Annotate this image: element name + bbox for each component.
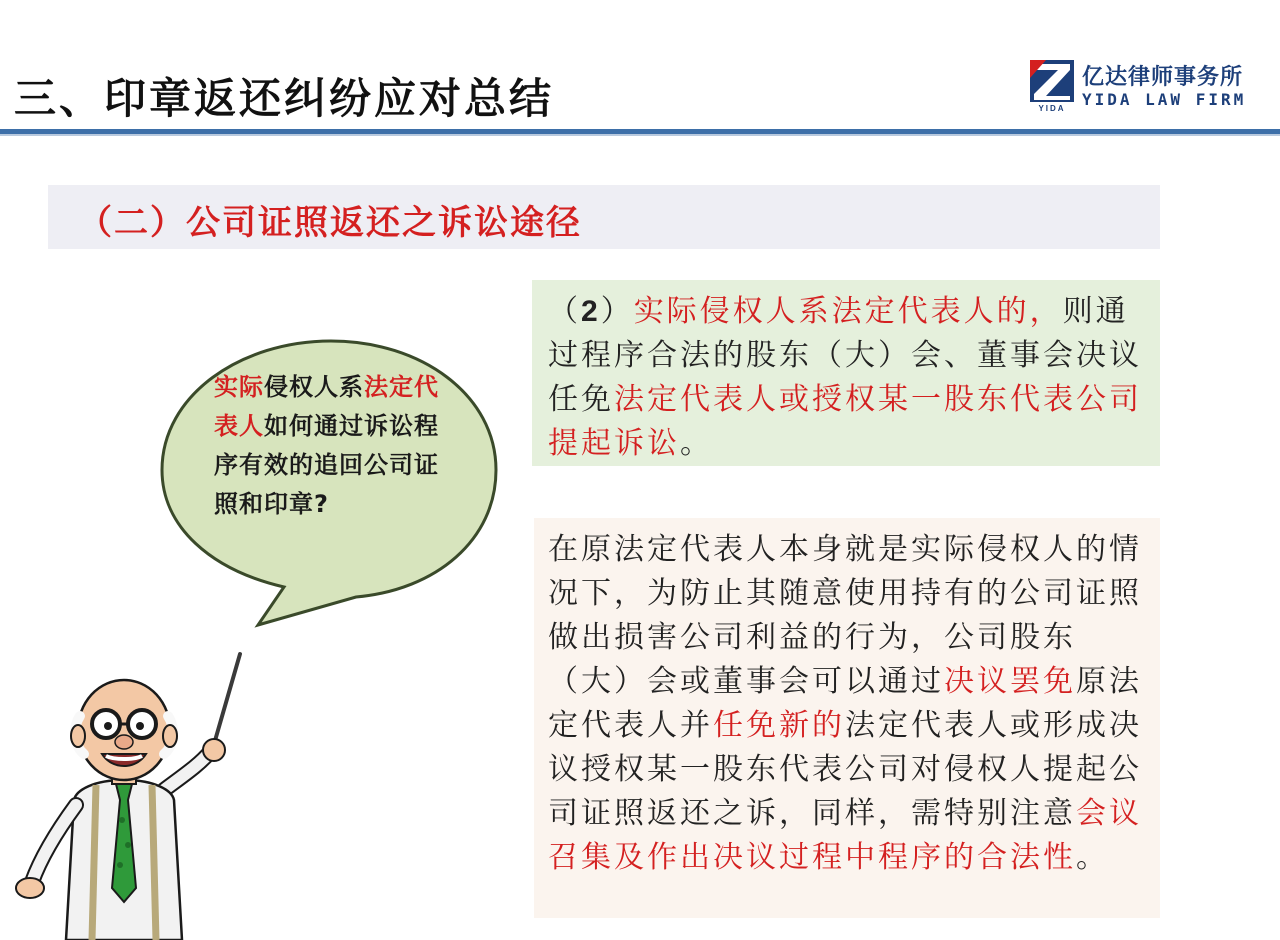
yida-logo-mark-icon [1030, 60, 1074, 112]
point-2-text-segment: 2 [581, 295, 601, 328]
bubble-text-segment: 实际 [214, 373, 264, 401]
explanation-text [548, 528, 1148, 880]
point-2-text-segment: 则通过程序合法的股东（大）会、董事会决议任免 [548, 294, 1142, 417]
explanation-text-segment: 原法定代表人并 [548, 664, 1142, 743]
logo-chinese-name: 亿达律师事务所 [1082, 65, 1244, 90]
firm-logo [1030, 58, 1270, 114]
point-2-text-segment: 。 [680, 426, 713, 461]
explanation-text-segment: 任免新的 [713, 708, 845, 743]
logo-english-name: YIDA LAW FIRM [1082, 90, 1247, 109]
bubble-text-segment: 如何通过诉讼程序有效的追回公司证照和印章? [214, 412, 439, 518]
teacher-with-pointer-illustration [14, 650, 254, 940]
bubble-text-segment: 法定代表人 [214, 373, 439, 440]
explanation-text-segment: 会议召集及作出决议过程中程序的合法性 [548, 796, 1142, 875]
explanation-text-segment: 决议罢免 [944, 664, 1076, 699]
explanation-text-segment: 法定代表人或形成决议授权某一股东代表公司对侵权人提起公司证照返还之诉，同样，需特别注意 [548, 708, 1142, 831]
explanation-box [534, 518, 1160, 918]
header-divider-shadow [0, 134, 1280, 136]
point-2-text-segment: （ [548, 294, 581, 329]
point-2-box [532, 280, 1160, 466]
section-title: （二）公司证照返还之诉讼途径 [78, 203, 582, 243]
bubble-question [214, 368, 454, 524]
bubble-text-segment: 侵权人系 [264, 373, 364, 401]
point-2-text-segment: 法定代表人或授权某一股东代表公司提起诉讼 [548, 382, 1142, 461]
point-2-text-segment: 实际侵权人系法定代表人的， [633, 294, 1063, 329]
page-title: 三、印章返还纠纷应对总结 [14, 74, 555, 123]
explanation-text-segment: 。 [1076, 840, 1109, 875]
section-heading-bar [48, 185, 1160, 249]
point-2-text [548, 290, 1146, 466]
explanation-text-segment: 在原法定代表人本身就是实际侵权人的情况下，为防止其随意使用持有的公司证照做出损害公司利益的行为，公司股东（大）会或董事会可以通过 [548, 532, 1142, 699]
logo-mark-text: YIDA [1038, 104, 1066, 112]
point-2-text-segment: ） [600, 294, 634, 329]
